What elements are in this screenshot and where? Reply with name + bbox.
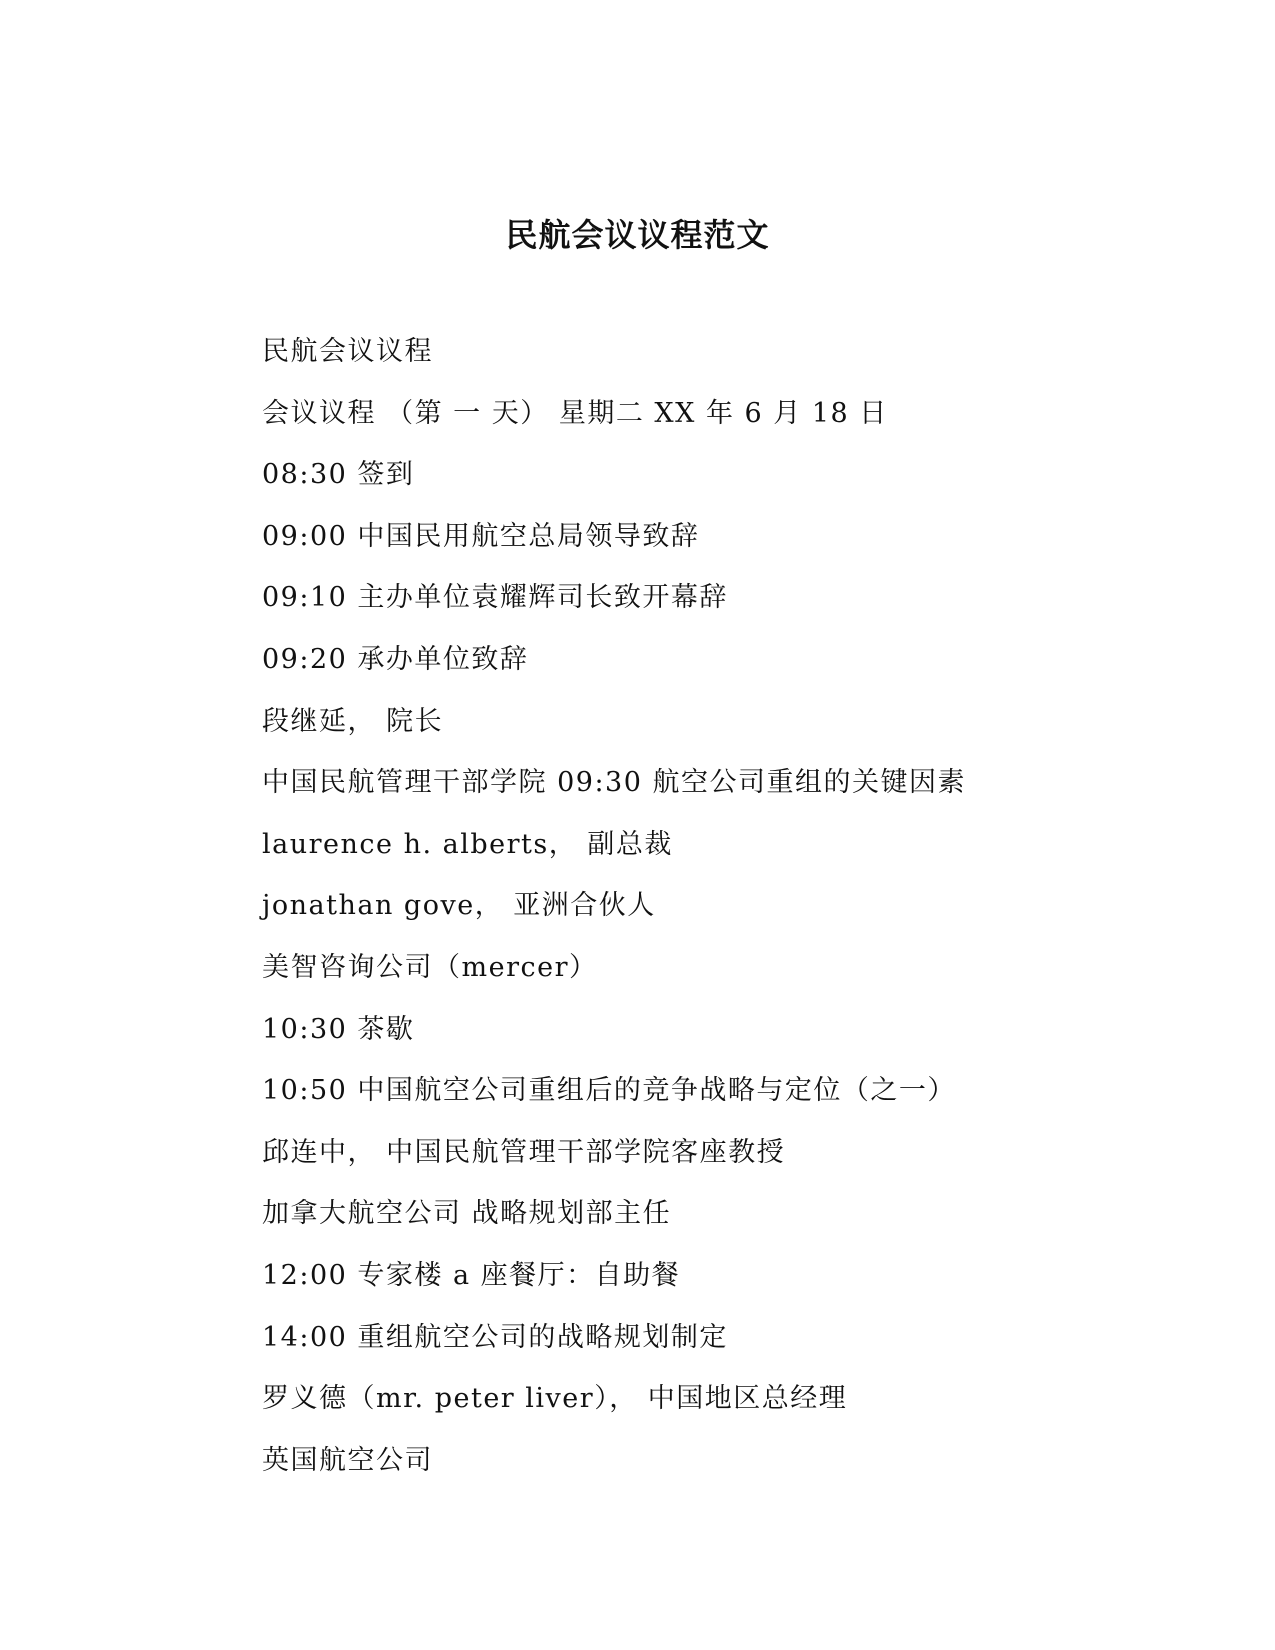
agenda-line: 10:30 茶歇 xyxy=(262,1013,415,1045)
agenda-line: 14:00 重组航空公司的战略规划制定 xyxy=(262,1321,728,1353)
agenda-line: 罗义德（mr. peter liver）， 中国地区总经理 xyxy=(262,1383,848,1415)
agenda-line: 中国民航管理干部学院 09:30 航空公司重组的关键因素 xyxy=(262,767,966,799)
agenda-line: 邱连中， 中国民航管理干部学院客座教授 xyxy=(262,1136,786,1168)
agenda-line: jonathan gove， 亚洲合伙人 xyxy=(262,890,656,922)
agenda-line: 09:00 中国民用航空总局领导致辞 xyxy=(262,520,700,552)
agenda-line: 09:10 主办单位袁耀辉司长致开幕辞 xyxy=(262,582,728,614)
document-title: 民航会议议程范文 xyxy=(505,216,770,254)
agenda-line: 10:50 中国航空公司重组后的竞争战略与定位（之一） xyxy=(262,1075,956,1107)
agenda-line: 会议议程 （第 一 天） 星期二 XX 年 6 月 18 日 xyxy=(262,397,888,429)
agenda-line: 12:00 专家楼 a 座餐厅：自助餐 xyxy=(262,1259,681,1291)
agenda-line: 08:30 签到 xyxy=(262,459,415,491)
agenda-line: 民航会议议程 xyxy=(262,336,433,367)
agenda-line: 美智咨询公司（mercer） xyxy=(262,951,598,983)
agenda-line: laurence h. alberts， 副总裁 xyxy=(262,828,673,860)
agenda-line: 段继延， 院长 xyxy=(262,705,444,737)
agenda-line: 加拿大航空公司 战略规划部主任 xyxy=(262,1198,672,1230)
agenda-line: 09:20 承办单位致辞 xyxy=(262,643,529,675)
agenda-body xyxy=(262,333,1162,1503)
agenda-line: 英国航空公司 xyxy=(262,1444,433,1476)
